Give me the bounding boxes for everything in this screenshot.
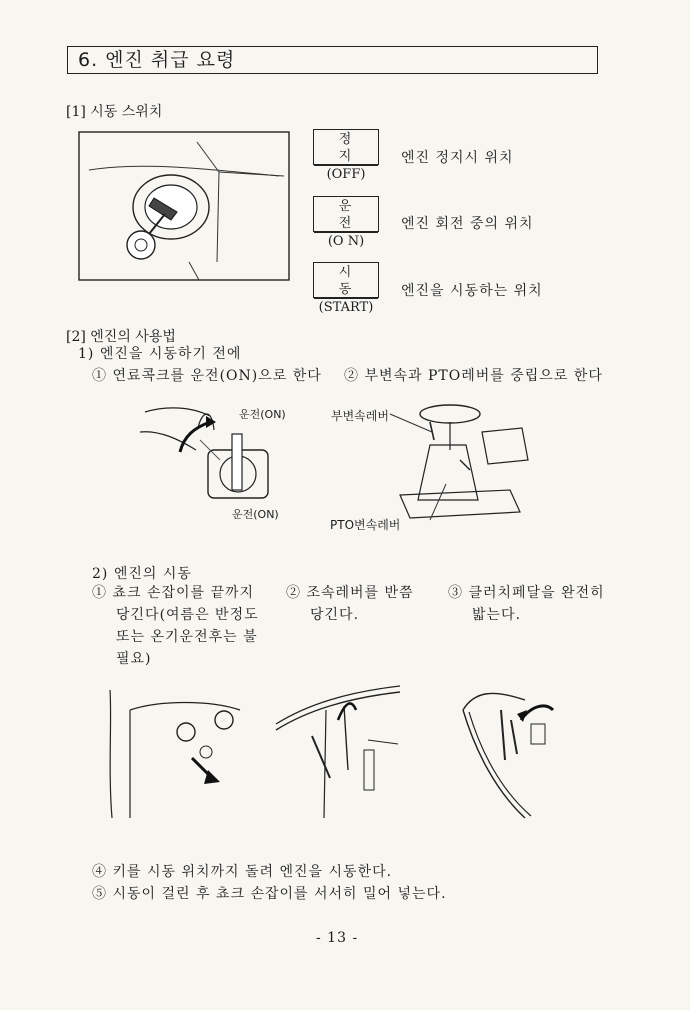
ignition-switch-illustration [79, 132, 289, 280]
step2-item5: ⑤ 시동이 걸린 후 쵸크 손잡이를 서서히 밀어 넣는다. [92, 886, 447, 902]
step1-item1: ① 연료콕크를 운전(ON)으로 한다 [92, 368, 322, 384]
part1-heading: [1] 시동 스위치 [66, 104, 163, 120]
step2-item2: ② 조속레버를 반쯤 당긴다. [286, 585, 414, 623]
step1-item2: ② 부변속과 PTO레버를 중립으로 한다 [344, 368, 603, 384]
position-off-box: 정 지 (OFF) [313, 129, 379, 165]
step2-title: 2) 엔진의 시동 [92, 566, 192, 582]
position-off-desc: 엔진 정지시 위치 [401, 150, 514, 166]
pto-lever-label: PTO변속레버 [330, 518, 401, 532]
clutch-pedal-illustration [455, 680, 580, 820]
part2-heading: [2] 엔진의 사용법 [66, 329, 176, 345]
sub-shift-lever-label: 부변속레버 [331, 409, 389, 423]
lever-illustration [370, 400, 530, 525]
fuel-on-label-top: 운전(ON) [239, 408, 286, 421]
position-on-box: 운 전 (O N) [313, 196, 379, 232]
choke-illustration [100, 680, 250, 820]
position-start-box: 시 동 (START) [313, 262, 379, 298]
position-on-desc: 엔진 회전 중의 위치 [401, 216, 534, 232]
step1-title: 1) 엔진을 시동하기 전에 [78, 346, 242, 362]
step2-item1: ① 쵸크 손잡이를 끝까지 당긴다(여름은 반정도 또는 온기운전후는 불 필요) [92, 585, 259, 667]
fuel-on-label-bottom: 운전(ON) [232, 508, 279, 521]
section-title: 6. 엔진 취급 요령 [67, 46, 598, 74]
page-number: - 13 - [316, 930, 359, 946]
governor-lever-illustration [268, 680, 408, 820]
step2-item3: ③ 클러치페달을 완전히 밟는다. [448, 585, 605, 623]
position-start-desc: 엔진을 시동하는 위치 [401, 283, 543, 299]
step2-item4: ④ 키를 시동 위치까지 돌려 엔진을 시동한다. [92, 864, 393, 880]
